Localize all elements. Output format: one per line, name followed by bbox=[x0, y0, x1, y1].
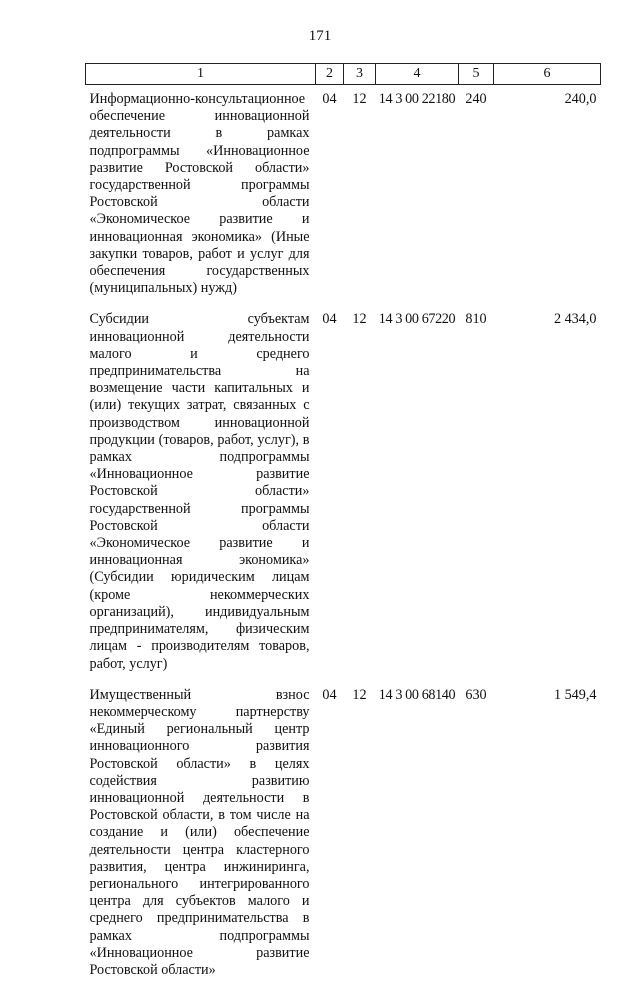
column-header: 6 bbox=[494, 64, 601, 85]
page-number: 171 bbox=[308, 28, 332, 44]
row-description: Информационно-консультационное обеспечение инновационной деятельности в рамках подпрограммы «Инновационное развитие Ростовской области» государственной программы Ростовской области «Экономическое развитие и инновационная экономика» (Иные закупки товаров, работ и услуг для обеспечения государственных (муниципальных) нужд) bbox=[89, 91, 310, 297]
row-subsection: 12 bbox=[352, 686, 367, 703]
row-subsection: 12 bbox=[352, 91, 367, 107]
column-header: 1 bbox=[86, 64, 316, 85]
table-header-row bbox=[86, 64, 601, 85]
row-section: 04 bbox=[322, 311, 337, 328]
row-section: 04 bbox=[322, 91, 337, 107]
row-amount: 240,0 bbox=[564, 91, 597, 107]
row-description: Имущественный взнос некоммерческому партнерству «Единый региональный центр инновационного развития Ростовской области» в целях содействия развитию инновационной деятельности в Ростовской области, в том числе на создание и (или) обеспечение деятельности центра кластерного развития, центра инжиниринга, регионального интегрированного центра для субъектов малого и среднего предпринимательства в рамках подпрограммы «Инновационное развитие Ростовской области» bbox=[89, 686, 310, 978]
column-header: 5 bbox=[459, 64, 494, 85]
row-target-article: 14 3 00 22180 bbox=[378, 91, 456, 107]
row-target-article: 14 3 00 67220 bbox=[378, 311, 456, 328]
table-row bbox=[86, 85, 601, 312]
row-subsection: 12 bbox=[352, 311, 367, 328]
row-target-article: 14 3 00 68140 bbox=[378, 686, 456, 703]
table-row bbox=[86, 311, 601, 686]
column-header: 2 bbox=[316, 64, 344, 85]
row-amount: 1 549,4 bbox=[553, 686, 597, 703]
row-amount: 2 434,0 bbox=[553, 311, 597, 328]
table-row bbox=[86, 687, 601, 993]
row-section: 04 bbox=[322, 686, 337, 703]
row-expense-type: 630 bbox=[465, 686, 487, 703]
column-header: 4 bbox=[376, 64, 459, 85]
row-description: Субсидии субъектам инновационной деятельности малого и среднего предпринимательства на возмещение части капитальных и (или) текущих затрат, связанных с производством инновационной продукции (товаров, работ, услуг), в рамках подпрограммы «Инновационное развитие Ростовской области» государственной программы Ростовской области «Экономическое развитие и инновационная экономика» (Субсидии юридическим лицам (кроме некоммерческих организаций), индивидуальным предпринимателям, физическим лицам - производителям товаров, работ, услуг) bbox=[89, 311, 310, 672]
row-expense-type: 240 bbox=[465, 91, 487, 107]
budget-table bbox=[85, 63, 601, 993]
row-expense-type: 810 bbox=[465, 311, 487, 328]
column-header: 3 bbox=[344, 64, 376, 85]
